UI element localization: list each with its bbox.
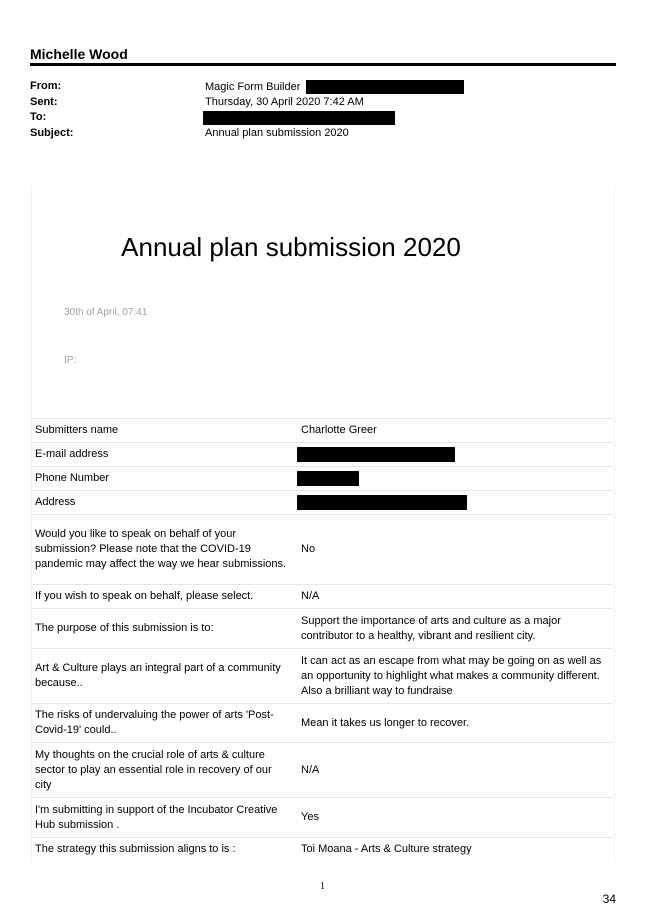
sent-row [30, 96, 630, 112]
question-cell: The purpose of this submission is to: [31, 609, 293, 649]
question-cell: Art & Culture plays an integral part of a community because.. [31, 649, 293, 704]
table-row [31, 838, 613, 862]
sender-name: Michelle Wood [30, 46, 128, 62]
sent-label: Sent: [30, 95, 58, 108]
answer-cell: N/A [293, 585, 613, 609]
sent-value: Thursday, 30 April 2020 7:42 AM [205, 95, 364, 108]
table-row [31, 704, 613, 743]
redacted-block [297, 495, 467, 510]
to-label: To: [30, 111, 47, 123]
table-row [31, 467, 613, 491]
to-value [205, 111, 395, 125]
answer-cell: It can act as an escape from what may be going on as well as an opportunity to highlight what makes a community different. Also a brilliant way to fundraise [293, 649, 613, 704]
subject-value: Annual plan submission 2020 [205, 126, 349, 139]
answer-cell: No [293, 515, 613, 585]
submission-table [31, 418, 613, 862]
subject-label: Subject: [30, 126, 74, 139]
question-cell: The strategy this submission aligns to is : [31, 838, 293, 862]
question-cell: Phone Number [31, 467, 293, 491]
question-cell: My thoughts on the crucial role of arts & culture sector to play an essential role in recovery of our city [31, 743, 293, 798]
document-page-number: 34 [602, 892, 616, 906]
header-divider [30, 63, 616, 66]
question-cell: If you wish to speak on behalf, please select. [31, 585, 293, 609]
to-row [30, 111, 630, 127]
table-row [31, 609, 613, 649]
table-row [31, 515, 613, 585]
answer-cell: Toi Moana - Arts & Culture strategy [293, 838, 613, 862]
table-row [31, 443, 613, 467]
question-cell: I'm submitting in support of the Incubator Creative Hub submission . [31, 798, 293, 838]
redacted-block [203, 111, 395, 125]
question-cell: The risks of undervaluing the power of arts 'Post-Covid-19' could.. [31, 704, 293, 743]
question-cell: Address [31, 491, 293, 515]
page-number: 1 [320, 881, 325, 892]
redacted-block [297, 471, 359, 486]
question-cell: Submitters name [31, 419, 293, 443]
from-text: Magic Form Builder [205, 80, 301, 93]
question-cell: Would you like to speak on behalf of your submission? Please note that the COVID-19 pandemic may affect the way we hear submissions. [31, 515, 293, 585]
table-row [31, 798, 613, 838]
redacted-block [306, 80, 464, 94]
answer-cell [293, 443, 613, 467]
answer-cell: Support the importance of arts and culture as a major contributor to a healthy, vibrant and resilient city. [293, 609, 613, 649]
form-date: 30th of April, 07:41 [64, 307, 148, 318]
from-row [30, 80, 630, 96]
form-title: Annual plan submission 2020 [121, 232, 461, 262]
table-row [31, 743, 613, 798]
email-header [30, 80, 630, 142]
question-cell: E-mail address [31, 443, 293, 467]
table-row [31, 649, 613, 704]
redacted-block [297, 447, 455, 462]
answer-cell [293, 491, 613, 515]
table-row [31, 491, 613, 515]
answer-cell [293, 467, 613, 491]
answer-cell: Yes [293, 798, 613, 838]
ip-label: IP: [64, 355, 77, 366]
answer-cell: Charlotte Greer [293, 419, 613, 443]
table-row [31, 419, 613, 443]
answer-cell: N/A [293, 743, 613, 798]
subject-row [30, 127, 630, 143]
answer-cell: Mean it takes us longer to recover. [293, 704, 613, 743]
from-value [205, 80, 464, 94]
from-label: From: [30, 80, 62, 92]
table-row [31, 585, 613, 609]
